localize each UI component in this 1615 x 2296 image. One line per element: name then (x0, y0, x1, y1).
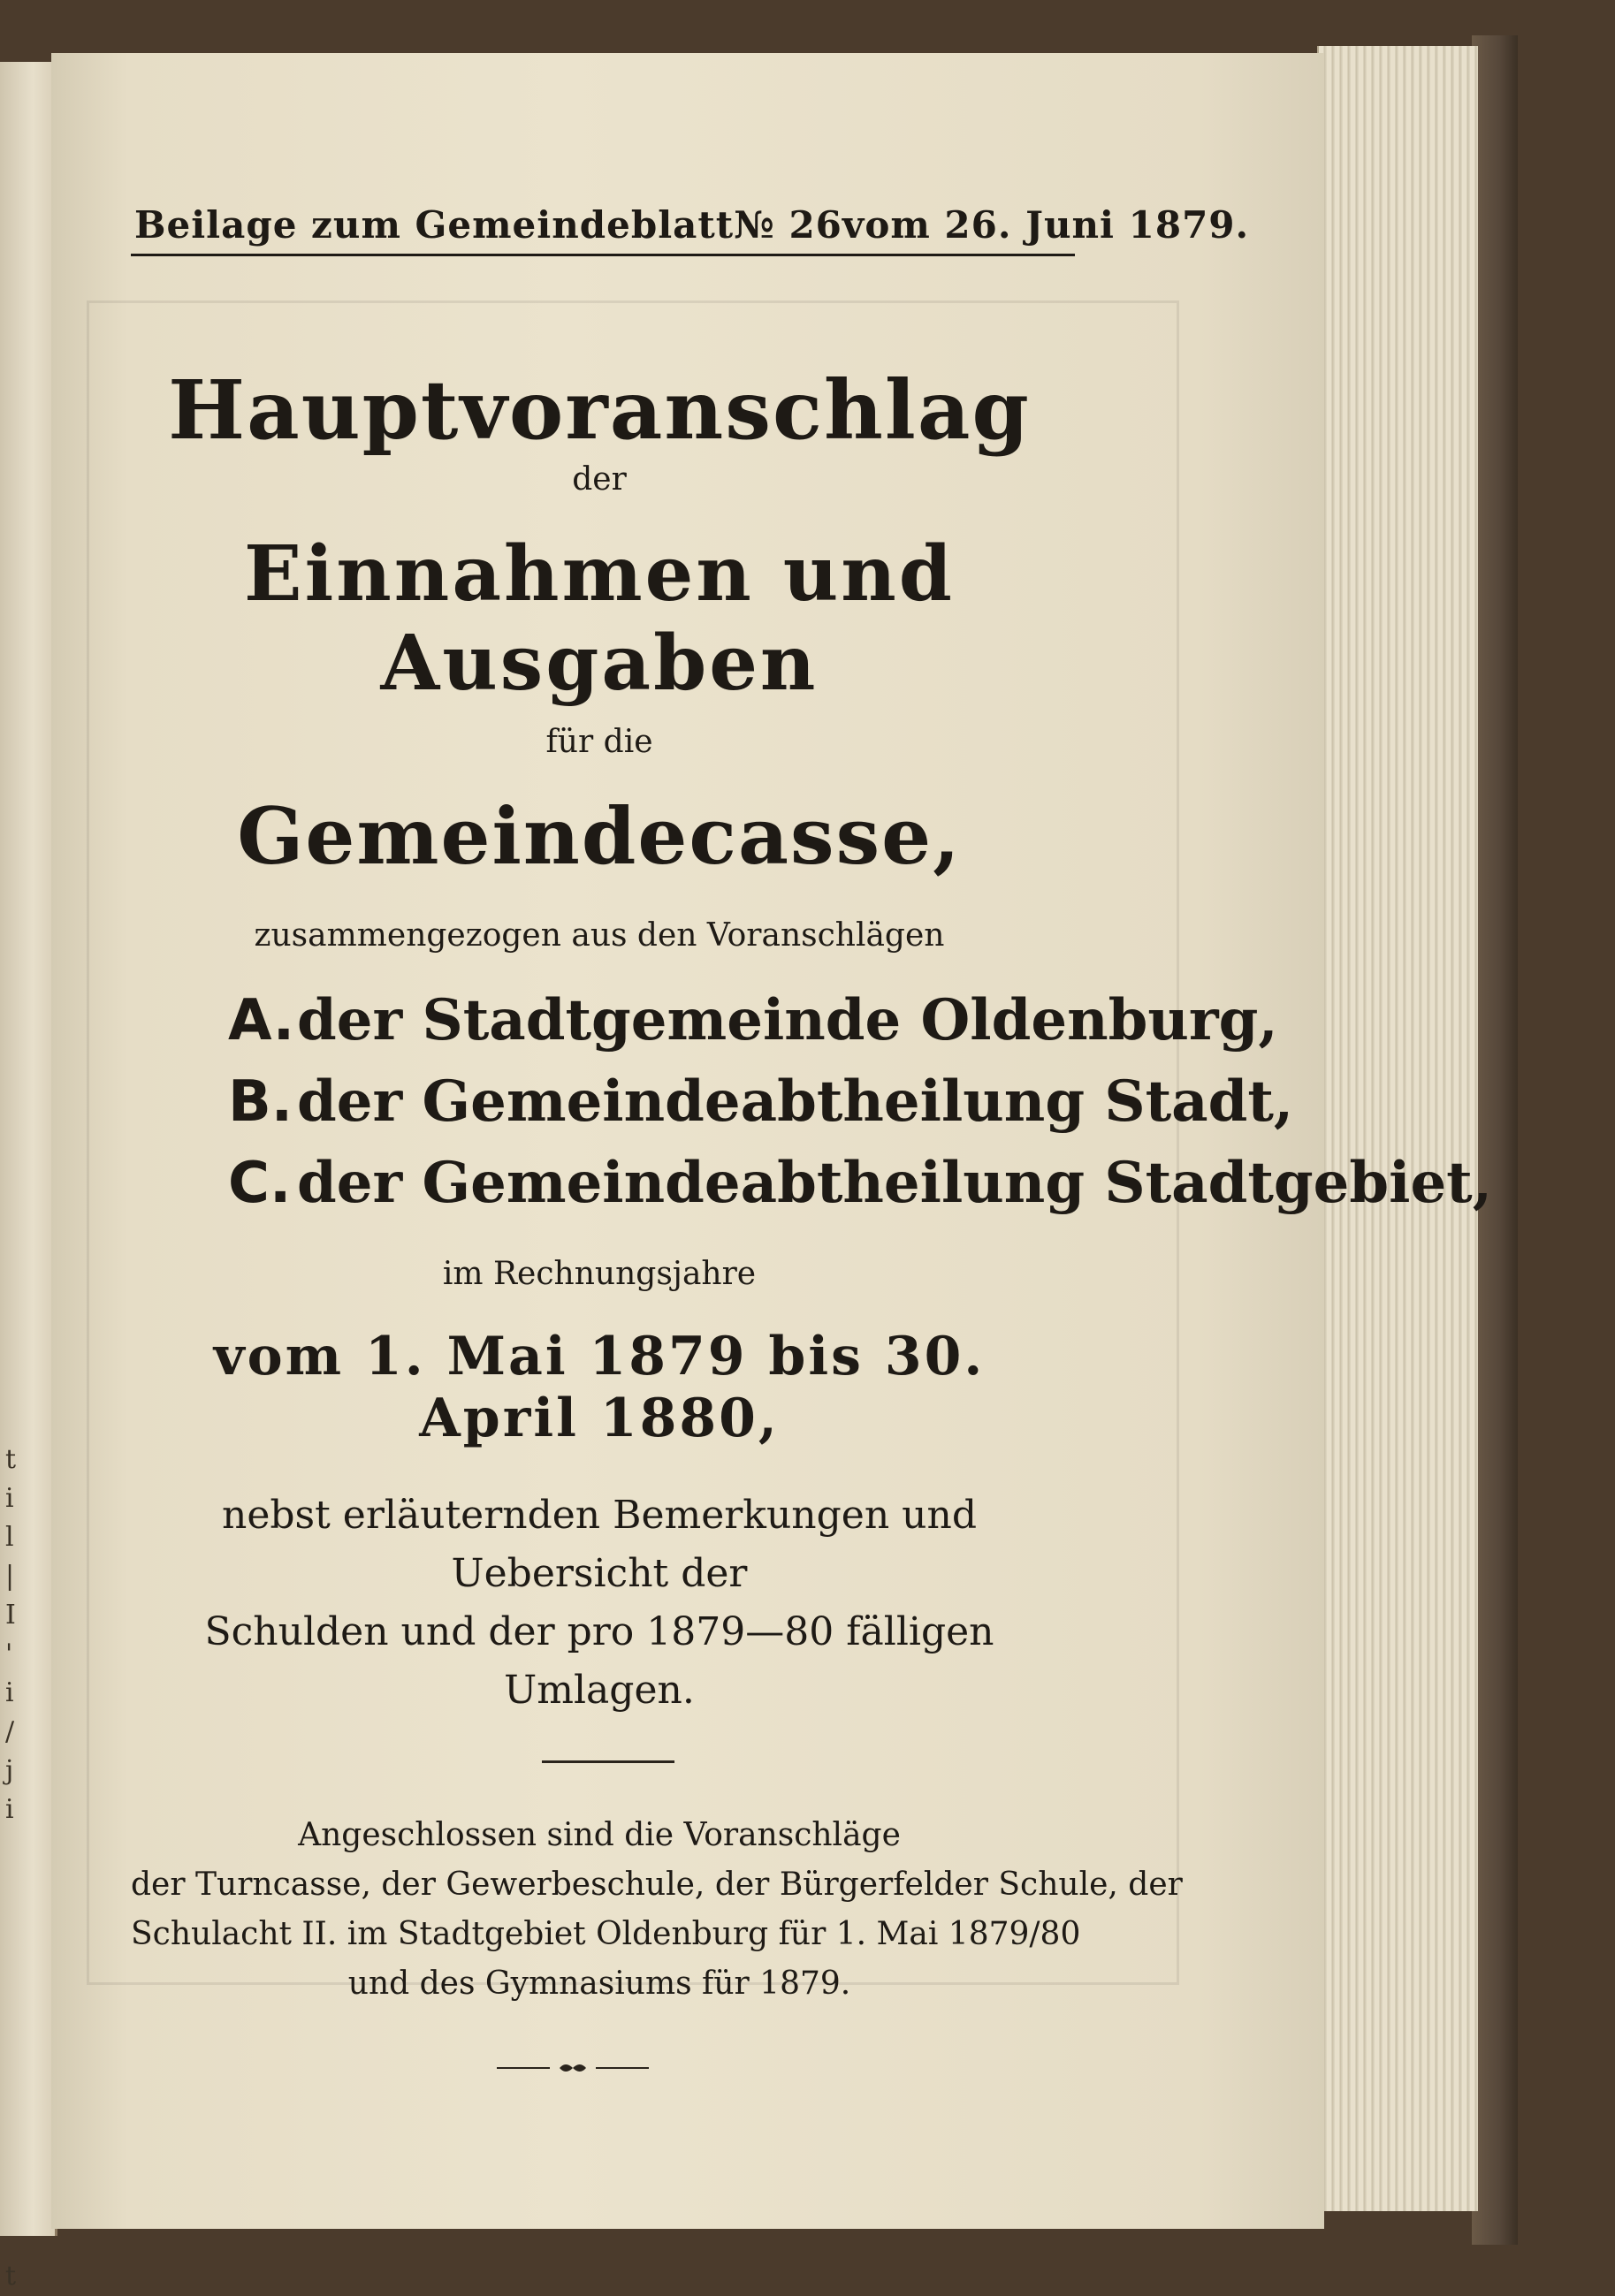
left-mark (5, 1907, 41, 1946)
left-mark: t (5, 2261, 17, 2292)
page-stack-edges (1317, 46, 1478, 2211)
left-mark: i (5, 1794, 14, 1825)
document-title: Hauptvoranschlag (168, 362, 1031, 458)
left-mark (5, 2102, 41, 2140)
left-mark: / (5, 1716, 15, 1747)
attached-line: der Turncasse, der Gewerbeschule, der Bürgerfelder Schule, der (131, 1866, 1183, 1903)
part-letter: C. (228, 1151, 292, 1216)
left-page-edge (0, 62, 57, 2292)
attached-note (131, 1811, 1183, 2009)
period-dates: vom 1. Mai 1879 bis 30. April 1880, (213, 1326, 986, 1449)
title-zusammengezogen: zusammengezogen aus den Voranschlägen (254, 917, 945, 954)
title-income-expenses: Einnahmen und Ausgaben (244, 529, 955, 708)
page-header (131, 203, 1250, 256)
divider-rule (542, 1760, 674, 1763)
left-mark (5, 2024, 41, 2063)
header-supplement: Beilage zum Gemeindeblatt (134, 203, 735, 247)
left-mark (5, 1829, 41, 1868)
remarks-paragraph (131, 1486, 1068, 1720)
part-text: der Gemeindeabtheilung Stadt, (297, 1068, 1294, 1135)
ornament-divider (104, 2051, 1041, 2080)
left-mark: I (5, 1600, 16, 1631)
left-mark (5, 2218, 41, 2257)
header-number: № 26 (734, 203, 842, 247)
left-mark: i (5, 1677, 14, 1708)
list-item (228, 1143, 1492, 1224)
budget-parts-list (131, 980, 1492, 1224)
part-letter: A. (228, 988, 295, 1053)
part-text: der Stadtgemeinde Oldenburg, (297, 987, 1278, 1053)
left-mark: j (5, 1755, 14, 1786)
title-gemeindecasse: Gemeindecasse, (237, 790, 962, 882)
title-der: der (572, 461, 627, 498)
period-intro: im Rechnungsjahre (442, 1256, 757, 1292)
left-mark (5, 1985, 41, 2024)
left-mark (5, 2179, 41, 2218)
left-mark (5, 1868, 41, 1907)
header-date: vom 26. Juni 1879. (842, 203, 1250, 247)
part-text: der Gemeindeabtheilung Stadtgebiet, (297, 1150, 1492, 1216)
attached-line: Angeschlossen sind die Voranschläge (298, 1817, 901, 1853)
left-mark: ' (5, 1638, 13, 1669)
book-cover-edge (1472, 35, 1518, 2245)
left-mark: | (5, 1561, 15, 1592)
part-letter: B. (228, 1069, 293, 1135)
left-mark (5, 2140, 41, 2179)
left-mark: t (5, 1444, 17, 1475)
attached-line: und des Gymnasiums für 1879. (347, 1965, 851, 2002)
left-mark: l (5, 1522, 14, 1553)
attached-line: Schulacht II. im Stadtgebiet Oldenburg für 1. Mai 1879/80 (131, 1916, 1081, 1952)
document-page (51, 53, 1492, 2229)
list-item (228, 1061, 1294, 1143)
title-fuer-die: für die (545, 724, 653, 760)
page-content (131, 203, 1492, 2080)
list-item (228, 980, 1278, 1061)
remarks-line: Umlagen. (504, 1668, 695, 1713)
left-mark (5, 1946, 41, 1985)
left-mark (5, 2063, 41, 2102)
remarks-line: nebst erläuternden Bemerkungen und Uebersicht der (221, 1493, 977, 1596)
remarks-line: Schulden und der pro 1879—80 fälligen (204, 1609, 994, 1654)
left-page-marks (5, 1441, 41, 2296)
left-mark: i (5, 1483, 14, 1514)
ornament-icon (558, 2059, 588, 2077)
